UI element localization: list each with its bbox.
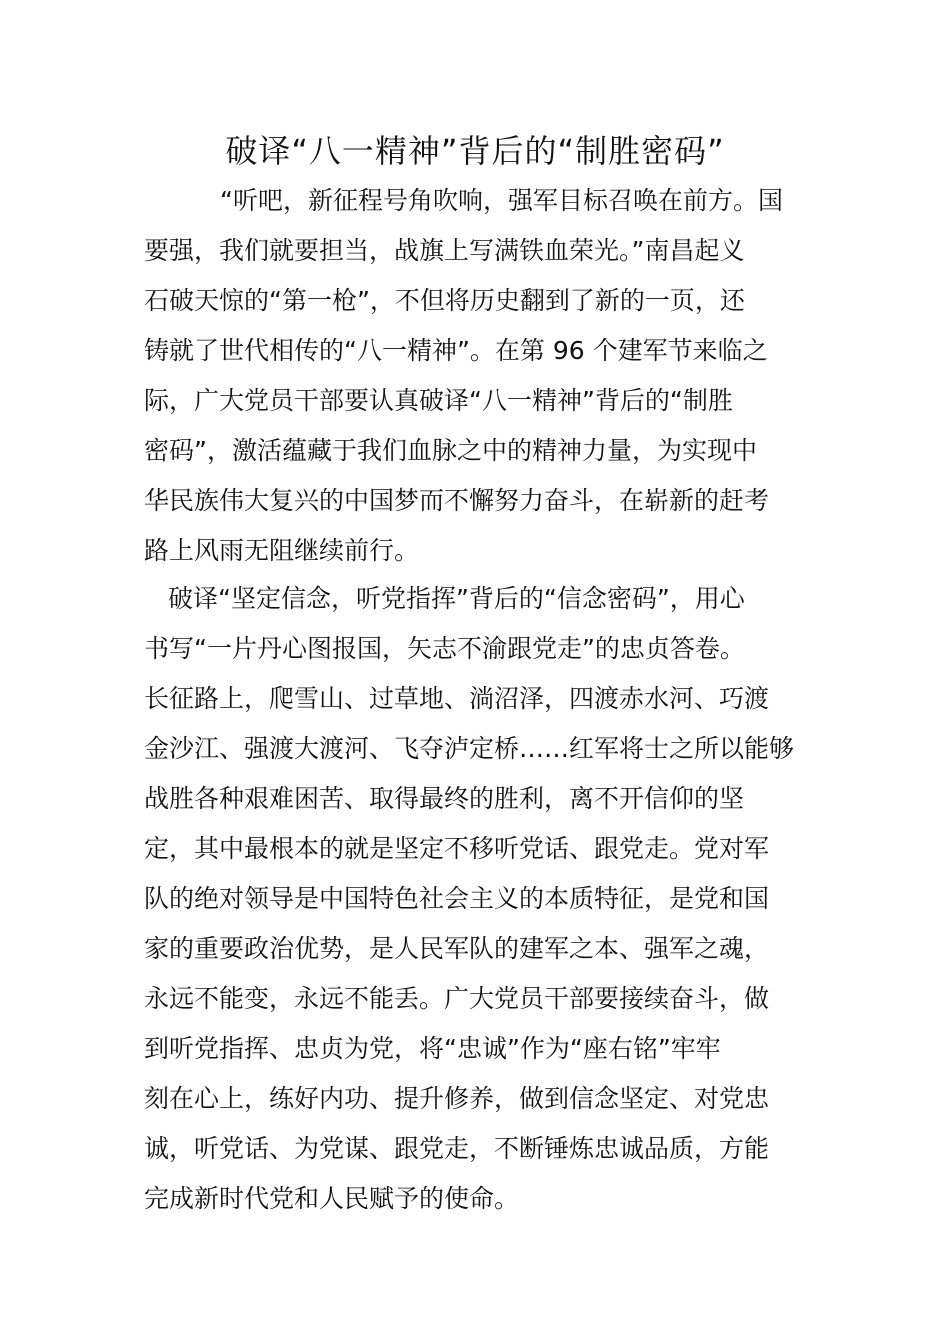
paragraph-line: 诚，听党话、为党谋、跟党走，不断锤炼忠诚品质，方能 [144,1134,770,1163]
paragraph-line: 战胜各种艰难困苦、取得最终的胜利，离不开信仰的坚 [144,784,745,813]
paragraph-line: 华民族伟大复兴的中国梦而不懈努力奋斗，在崭新的赶考 [144,486,770,515]
paragraph-line: 际，广大党员干部要认真破译“八一精神”背后的“制胜 [144,386,733,415]
paragraph-line: “听吧，新征程号角吹响，强军目标召唤在前方。国 [220,186,783,215]
paragraph-line: 石破天惊的“第一枪”，不但将历史翻到了新的一页，还 [144,286,745,315]
paragraph-line: 定，其中最根本的就是坚定不移听党话、跟党走。党对军 [144,834,770,863]
paragraph-intro [144,176,810,576]
paragraph-line: 永远不能变，永远不能丢。广大党员干部要接续奋斗，做 [144,984,770,1013]
paragraph-line: 金沙江、强渡大渡河、飞夺泸定桥……红军将士之所以能够 [144,734,795,763]
paragraph-line: 刻在心上，练好内功、提升修养，做到信念坚定、对党忠 [144,1084,770,1113]
paragraph-line: 路上风雨无阻继续前行。 [144,536,420,565]
document-title: 破译“八一精神”背后的“制胜密码” [225,132,725,170]
paragraph-line: 完成新时代党和人民赋予的使命。 [144,1184,520,1213]
paragraph-line: 队的绝对领导是中国特色社会主义的本质特征，是党和国 [144,884,770,913]
paragraph-line: 书写“一片丹心图报国，矢志不渝跟党走”的忠贞答卷。 [144,634,745,663]
paragraph-line: 到听党指挥、忠贞为党，将“忠诚”作为“座右铭”牢牢 [144,1034,721,1063]
paragraph-line: 家的重要政治优势，是人民军队的建军之本、强军之魂， [144,934,770,963]
paragraph-belief-code [144,574,810,1224]
paragraph-line: 要强，我们就要担当，战旗上写满铁血荣光。”南昌起义 [144,236,745,265]
paragraph-line: 铸就了世代相传的“八一精神”。在第 96 个建军节来临之 [144,336,768,365]
paragraph-line: 长征路上，爬雪山、过草地、淌沼泽，四渡赤水河、巧渡 [144,684,770,713]
paragraph-line: 破译“坚定信念，听党指挥”背后的“信念密码”，用心 [168,584,745,613]
paragraph-line: 密码”，激活蕴藏于我们血脉之中的精神力量，为实现中 [144,436,757,465]
